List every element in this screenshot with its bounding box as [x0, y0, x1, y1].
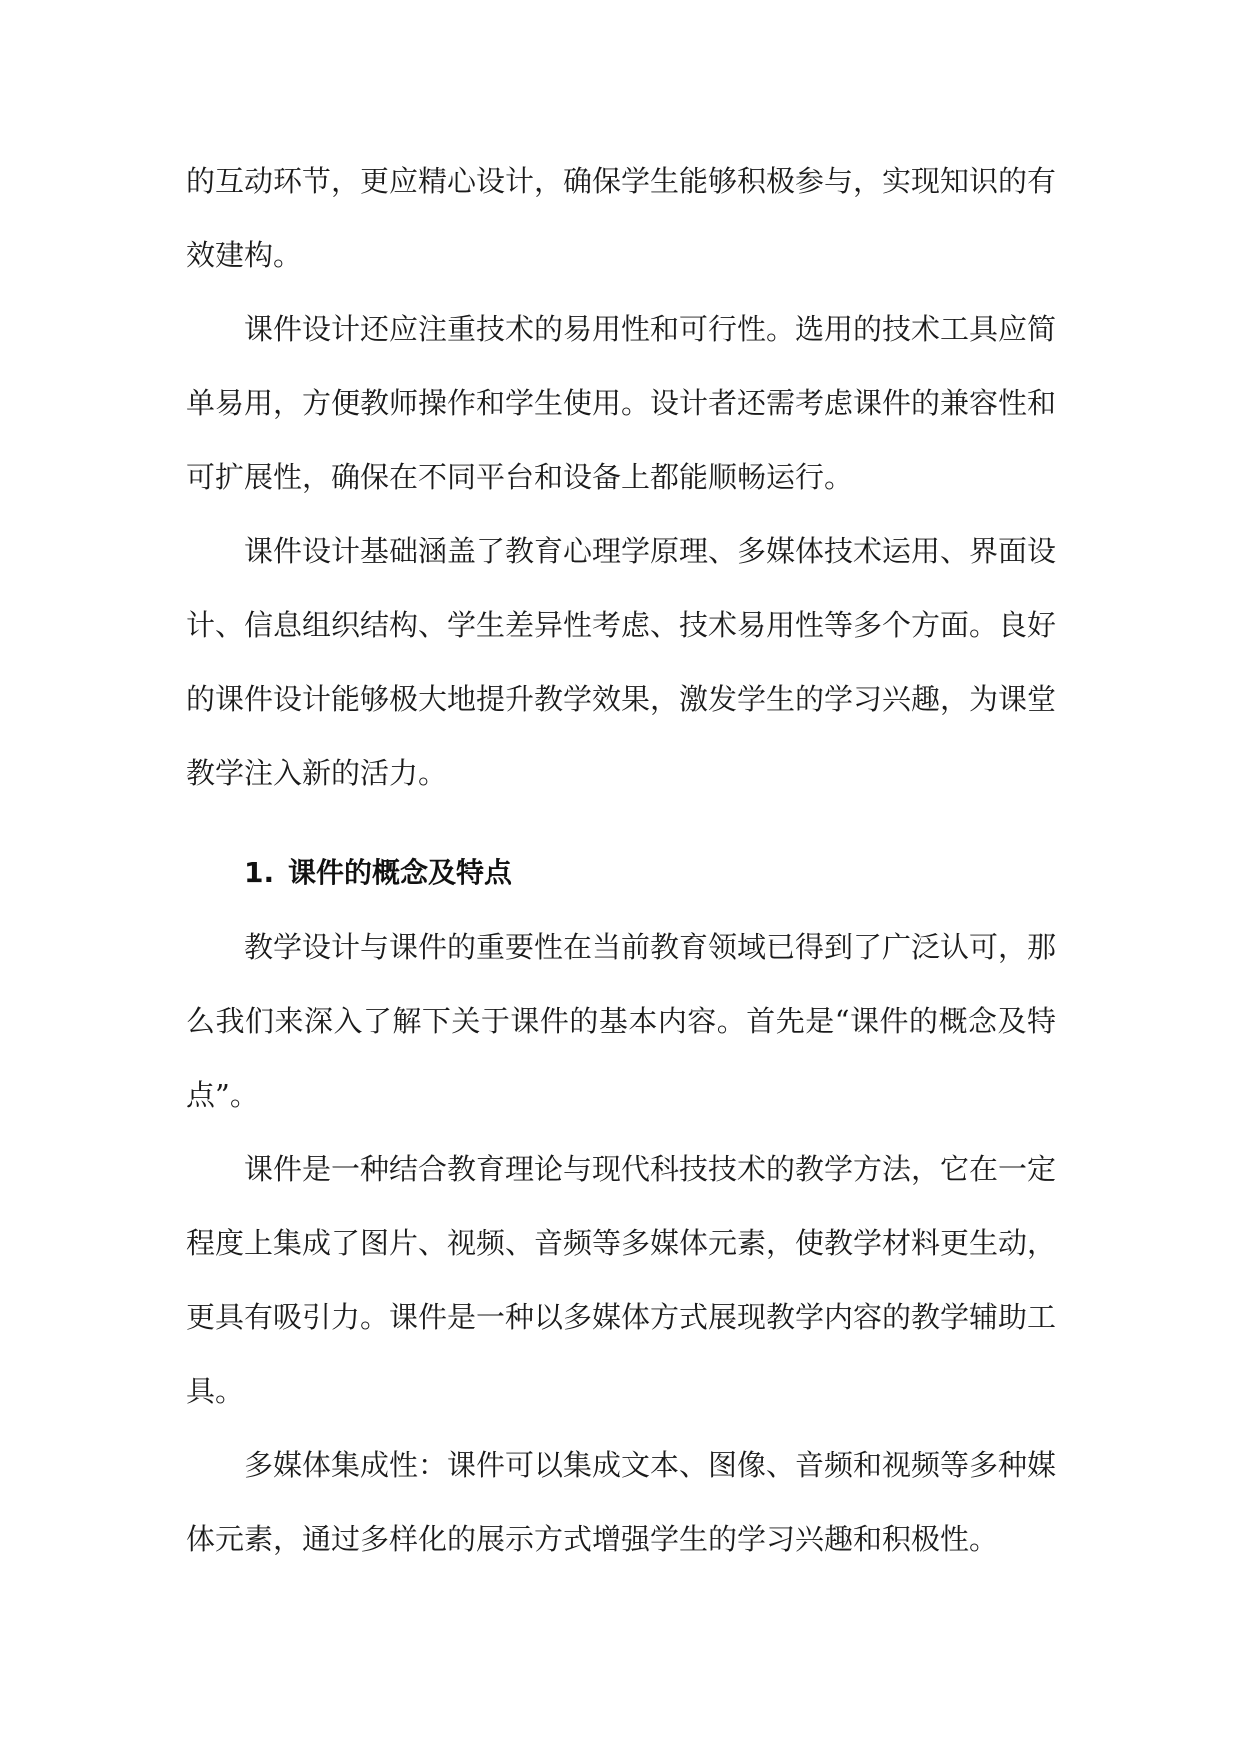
- paragraph-technology-usability: 课件设计还应注重技术的易用性和可行性。选用的技术工具应简单易用，方便教师操作和学生使用。设计者还需考虑课件的兼容性和可扩展性，确保在不同平台和设备上都能顺畅运行。: [186, 312, 1057, 494]
- paragraph-courseware-definition: 课件是一种结合教育理论与现代科技技术的教学方法，它在一定程度上集成了图片、视频、音频等多媒体元素，使教学材料更生动，更具有吸引力。课件是一种以多媒体方式展现教学内容的教学辅助工具。: [186, 1152, 1057, 1408]
- paragraph-design-summary: 课件设计基础涵盖了教育心理学原理、多媒体技术运用、界面设计、信息组织结构、学生差异性考虑、技术易用性等多个方面。良好的课件设计能够极大地提升教学效果，激发学生的学习兴趣，为课堂教学注入新的活力。: [186, 534, 1057, 790]
- paragraph-multimedia-integration: 多媒体集成性：课件可以集成文本、图像、音频和视频等多种媒体元素，通过多样化的展示方式增强学生的学习兴趣和积极性。: [186, 1448, 1057, 1556]
- section-title: 课件的概念及特点: [288, 856, 513, 889]
- paragraph-continuation: 的互动环节，更应精心设计，确保学生能够积极参与，实现知识的有效建构。: [186, 164, 1057, 272]
- document-body: [186, 144, 1056, 1576]
- section-heading: [186, 836, 1056, 910]
- paragraph-importance: 教学设计与课件的重要性在当前教育领域已得到了广泛认可，那么我们来深入了解下关于课件的基本内容。首先是“课件的概念及特点”。: [186, 930, 1057, 1112]
- section-number: 1.: [244, 856, 275, 889]
